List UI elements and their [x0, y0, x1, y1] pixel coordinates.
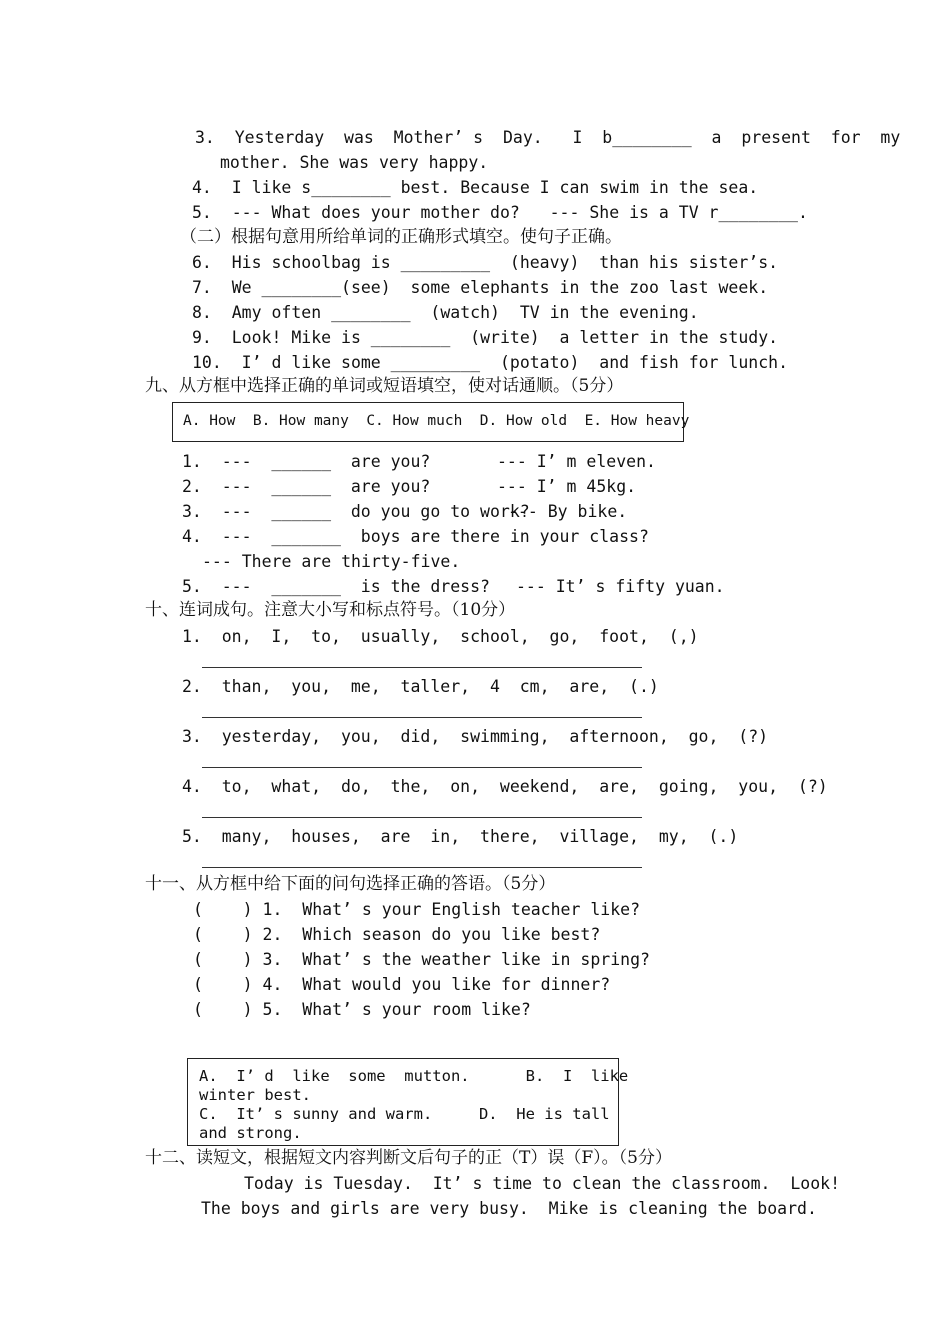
item-3-line2: mother. She was very happy.	[220, 153, 489, 172]
word-order-4: 4. to, what, do, the, on, weekend, are, going, you, (?)	[182, 777, 828, 796]
question-5: ( ) 5. What’ s your room like?	[193, 1000, 531, 1019]
item-5: 5. --- What does your mother do? --- She is a TV r________.	[192, 203, 808, 222]
passage-line-1: Today is Tuesday. It’ s time to clean the classroom. Look!	[244, 1174, 841, 1193]
dialog-1-question: 1. --- ______ are you?	[182, 452, 431, 471]
part-11-title: 十一、从方框中给下面的问句选择正确的答语。（5分）	[145, 874, 556, 894]
answer-box-line-1: A. I’ d like some mutton. B. I like	[199, 1067, 629, 1085]
answer-line-4[interactable]	[202, 817, 642, 818]
answer-line-1[interactable]	[202, 667, 642, 668]
question-1: ( ) 1. What’ s your English teacher like?	[193, 900, 641, 919]
item-3-line1: 3. Yesterday was Mother’ s Day. I b________ a present for my	[195, 128, 901, 147]
question-4: ( ) 4. What would you like for dinner?	[193, 975, 611, 994]
subsection-2-title: （二）根据句意用所给单词的正确形式填空。使句子正确。	[180, 227, 622, 247]
question-2: ( ) 2. Which season do you like best?	[193, 925, 601, 944]
answer-box-line-3: C. It’ s sunny and warm. D. He is tall	[199, 1105, 610, 1123]
answer-line-3[interactable]	[202, 767, 642, 768]
item-6: 6. His schoolbag is _________ (heavy) than his sister’s.	[192, 253, 779, 272]
question-3: ( ) 3. What’ s the weather like in spring?	[193, 950, 650, 969]
word-order-1: 1. on, I, to, usually, school, go, foot, (,)	[182, 627, 699, 646]
word-order-5: 5. many, houses, are in, there, village, my, (.)	[182, 827, 739, 846]
part-11-answer-box	[187, 1058, 629, 1146]
part-9-title: 九、从方框中选择正确的单词或短语填空，使对话通顺。（5分）	[145, 376, 624, 396]
dialog-2-answer: --- I’ m 45kg.	[497, 477, 637, 496]
dialog-5-answer: --- It’ s fifty yuan.	[516, 577, 725, 596]
dialog-2-question: 2. --- ______ are you?	[182, 477, 431, 496]
item-4: 4. I like s________ best. Because I can swim in the sea.	[192, 178, 759, 197]
item-9: 9. Look! Mike is ________ (write) a letter in the study.	[192, 328, 779, 347]
answer-box-line-4: and strong.	[199, 1124, 302, 1142]
part-10-title: 十、连词成句。注意大小写和标点符号。（10分）	[145, 600, 516, 620]
part-9-options: A. How B. How many C. How much D. How old E. How heavy	[183, 413, 690, 429]
dialog-4-question: 4. --- _______ boys are there in your class?	[182, 527, 649, 546]
dialog-3-answer: --- By bike.	[508, 502, 628, 521]
word-order-2: 2. than, you, me, taller, 4 cm, are, (.)	[182, 677, 659, 696]
item-8: 8. Amy often ________ (watch) TV in the evening.	[192, 303, 699, 322]
answer-line-5[interactable]	[202, 867, 642, 868]
part-9-option-box	[172, 402, 690, 442]
part-12-title: 十二、读短文，根据短文内容判断文后句子的正（T）误（F）。（5分）	[145, 1148, 672, 1168]
item-7: 7. We ________(see) some elephants in the zoo last week.	[192, 278, 769, 297]
dialog-1-answer: --- I’ m eleven.	[497, 452, 656, 471]
dialog-3-question: 3. --- ______ do you go to work?	[182, 502, 530, 521]
item-10: 10. I’ d like some _________ (potato) and fish for lunch.	[192, 353, 789, 372]
passage-line-2: The boys and girls are very busy. Mike is cleaning the board.	[201, 1199, 817, 1218]
word-order-3: 3. yesterday, you, did, swimming, afternoon, go, (?)	[182, 727, 769, 746]
answer-line-2[interactable]	[202, 717, 642, 718]
answer-box-line-2: winter best.	[199, 1086, 311, 1104]
dialog-5-question: 5. --- _______ is the dress?	[182, 577, 490, 596]
dialog-4-answer: --- There are thirty-five.	[202, 552, 461, 571]
